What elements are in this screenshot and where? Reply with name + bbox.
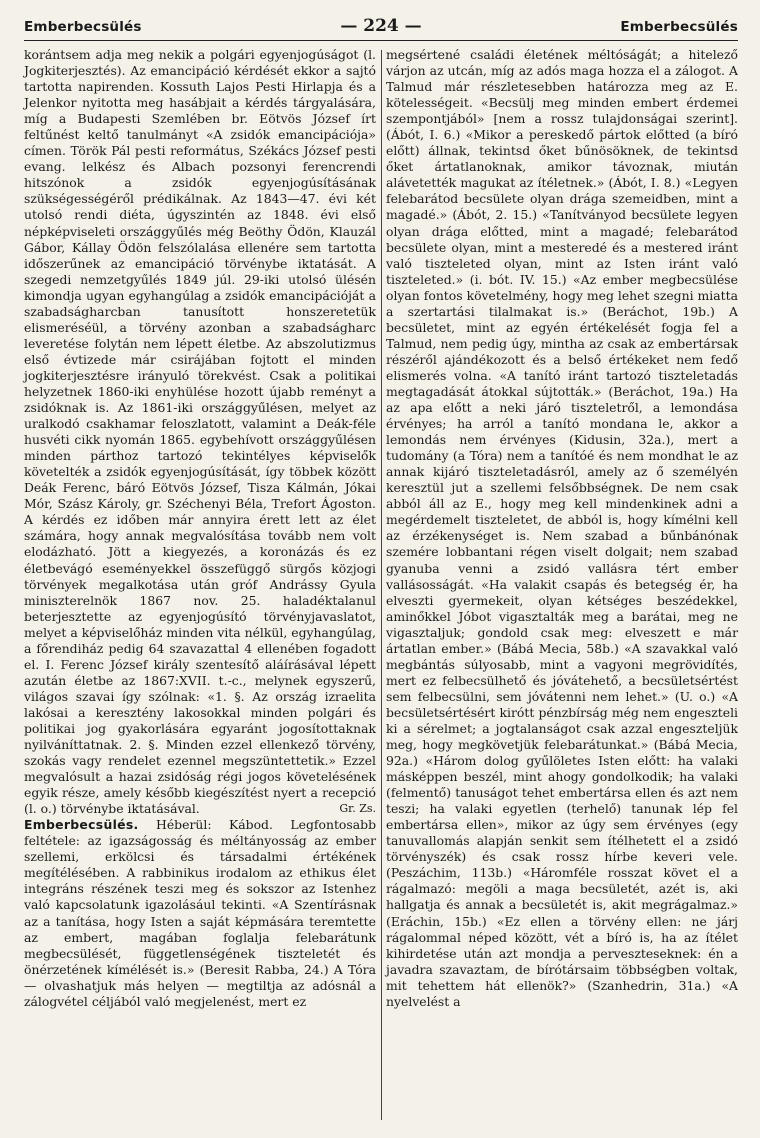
running-head-right: Emberbecsülés [620, 19, 738, 35]
article-continuation-text: korántsem adja meg nekik a polgári egyenjogúságot (l. Jogkiterjesztés). Az emancipáció kérdését ekkor a sajtó tartotta napirenden. Kossuth Lajos Pesti Hirlapja és a Jelenkor nyitotta meg hasábjait a kérdés tárgyalására, míg a Budapesti Szemlében br. Eötvös József írt feltűnést keltő tanulmányt «A zsidók emancipációja» címen. Török Pál pesti református, Székács József pesti evang. lelkész és Albach pozsonyi ferencrendi hitszónok a zsidók egyenjogúsításának szükségességéről prédikálnak. Az 1843—47. évi két utolsó rendi diéta, úgyszintén az 1848. évi első népképviseleti országgyűlés még Beöthy Ödön, Klauzál Gábor, Kállay Ödön felszólalása ellenére sem tartotta időszerűnek az emancipáció törvénybe iktatását. A szegedi nemzetgyűlés 1849 júl. 29-iki utolsó ülésén kimondja ugyan egyhangúlag a zsidók emancipációját a szabadságharcban tanusított honszeretetük elismeréséül, a törvény azonban a szabadságharc leveretése folytán nem lépett életbe. Az abszolutizmus első évtizede már csirájában fojtott el minden jogkiterjesztésre irányuló törekvést. Csak a politikai helyzetnek 1860-iki enyhülése hozott újabb reményt a zsidóknak is. Az 1861-iki országgyűlésen, melyet az uralkodó csakhamar feloszlatott, valamint a Deák-féle husvéti cikk nyomán 1865. egybehívott országgyűlésen minden párthoz tartozó tekintélyes képviselők követelték a zsidók egyenjogúsítását, így többek között Deák Ferenc, báró Eötvös József, Tisza Kálmán, Jókai Mór, Szász Károly, gr. Széchenyi Béla, Trefort Ágoston. A kérdés ez időben már annyira érett lett az élet számára, hogy annak megvalósítása tovább nem volt elodázható. Jött a kiegyezés, a koronázás és ez életbevágó eseményekkel összefüggő sürgős közjogi törvények megalkotása után gróf Andrássy Gyula miniszterelnök 1867 nov. 25. haladéktalanul beterjesztette az egyenjogúsító törvényjavaslatot, melyet a képviselőház minden vita nélkül, egyhangúlag, a főrendiház pedig 64 szavazattal 4 ellenében fogadott el. I. Ferenc József király szentesítő aláírásával lépett azután életbe az 1867:XVII. t.-c., melynek egyszerű, világos szavai így szólnak: «1. §. Az ország izraelita lakósai a keresztény lakosokkal minden polgári és politikai jog gyakorlására egyaránt jogosítottaknak nyilváníttatnak. 2. §. Minden ezzel ellenkező törvény, szokás vagy rendelet ezennel megszüntettetik.» Ezzel megvalósult a hazai zsidóság régi jogos követelésének egyik része, amely később kiegészítést nyert a recepció (l. o.) törvénybe iktatásával. [24, 47, 376, 817]
entry-continuation [386, 47, 738, 1010]
entry-headword: Emberbecsülés. [24, 817, 139, 833]
entry-text: Héberül: Kábod. Legfontosabb feltétele: az igazságosság és méltányosság az ember szellemi, erkölcsi és társadalmi értékének megítélésében. A rabbinikus irodalom az ethikus élet integráns részének teszi meg és sokszor az Istenhez való kapcsolatunk igazolásául tekinti. «A Szentírásnak az a tanítása, hogy Isten a saját képmására teremtette az embert, magában foglalja felebarátunk megbecsülését, függetlenségének tiszteletét és önérzetének kímélését is.» (Beresit Rabba, 24.) A Tóra — olvashatjuk más helyen — megtiltja az adósnál a zálogvétel céljából való megjelenést, mert ez [24, 817, 376, 1009]
right-column [386, 47, 738, 1010]
left-column [24, 47, 376, 1010]
author-signature: Gr. Zs. [339, 802, 376, 816]
article-continuation [24, 47, 376, 817]
page-header [24, 16, 738, 41]
entry-continuation-text: megsértené családi életének méltóságát; a hitelező várjon az utcán, míg az adós maga hozza el a zálogot. A Talmud már részletesebben határozza meg az E. kötelességeit. «Becsülj meg minden embert érdemei szempontjából» [nem a rossz tulajdonságai szerint]. (Ábót, I. 6.) «Mikor a pereskedő pártok előtted (a bíró előtt) állnak, tekintsd őket bűnösöknek, de tekintsd őket ártatlanoknak, amikor távoznak, miután alávetették magukat az ítéletnek.» (Ábót, I. 8.) «Legyen felebarátod becsülete olyan drága szemeidben, mint a magadé.» (Ábót, 2. 15.) «Tanítványod becsülete legyen olyan drága előtted, mint a magadé; felebarátod becsülete olyan, mint a mesteredé és a mestered iránt való tiszteleted olyan, mint az Isten iránt való tiszteleted.» (i. bót. IV. 15.) «Az ember megbecsülése olyan fontos követelmény, hogy meg lehet szegni miatta a szertartási tilalmakat is.» (Beráchot, 19b.) A becsületet, mint az egyén értékelését fogja fel a Talmud, nem pedig úgy, mintha az csak az embertársak részéről ajándékozott és a belső értékeket nem fedő elismerés volna. «A tanító iránt tartozó tiszteletadás megtagadását átokkal sújtották.» (Beráchot, 19a.) Ha az apa előtt a neki járó tiszteletről, a lemondása érvényes; ha arról a tanító mondana le, akkor a lemondás nem érvényes (Kidusin, 32a.), mert a tudomány (a Tóra) nem a tanítóé és nem mondhat le az annak kijáró tiszteletadásról, amely az ő személyén keresztül jut a szellemi felsőbbségnek. De nem csak abból áll az E., hogy meg kell mindenkinek adni a megérdemelt tiszteletet, de abból is, hogy kímélni kell az érzékenységet is. Nem szabad a bűnbánónak szemére lobbantani régen viselt dolgait; nem szabad gyanuba venni a zsidó vallásra tért ember vallásosságát. «Ha valakit csapás és betegség ér, ha elveszti gyermekeit, olyan kétséges beszédekkel, aminőkkel Jóbot vigasztalták meg a barátai, meg ne vigasztaljuk; gondold csak meg: elveszett e már ártatlan ember.» (Bábá Mecia, 58b.) «A szavakkal való megbántás súlyosabb, mint a vagyoni megrövidítés, mert ez felbecsülhető és jóvátehető, a becsületsértést sem felbecsülni, sem jóvátenni nem lehet.» (U. o.) «A becsületsértésért kirótt pénzbírság még nem engeszteli ki a sérelmet; a jogtalanságot csak azzal engeszteljük meg, hogy megkövetjük felebarátunkat.» (Bábá Mecia, 92a.) «Három dolog gyűlöletes Isten előtt: ha valaki másképpen beszél, mint ahogy gondolkodik; ha valaki (felmentő) tanuságot tehet embertársa ellen és azt nem teszi; ha valaki egyetlen (terhelő) tanunak lép fel embertársa ellen», mikor az úgy sem érvényes (egy tanuvallomás alapján senkit sem ítélhetett el a zsidó törvényszék) és csak rossz hírbe keveri vele. (Peszáchim, 113b.) «Háromféle rosszat követ el a rágalmazó: megöli a maga becsületét, azét is, aki hallgatja és annak a becsületét is, akit megrágalmaz.» (Eráchin, 15b.) «Ez ellen a törvény ellen: ne járj rágalommal néped között, vét a bíró is, ha az ítélet kihirdetése után azt mondja a perveszteseknek: én a javadra szavaztam, de bírótársaim többségben voltak, mit tehettem hát ellenök?» (Szanhedrin, 31a.) «A nyelvelést a [386, 47, 738, 1009]
page-number: — 224 — [340, 16, 422, 36]
entry-emberbecsules [24, 817, 376, 1010]
running-head-left: Emberbecsülés [24, 19, 142, 35]
column-divider [381, 50, 382, 1120]
